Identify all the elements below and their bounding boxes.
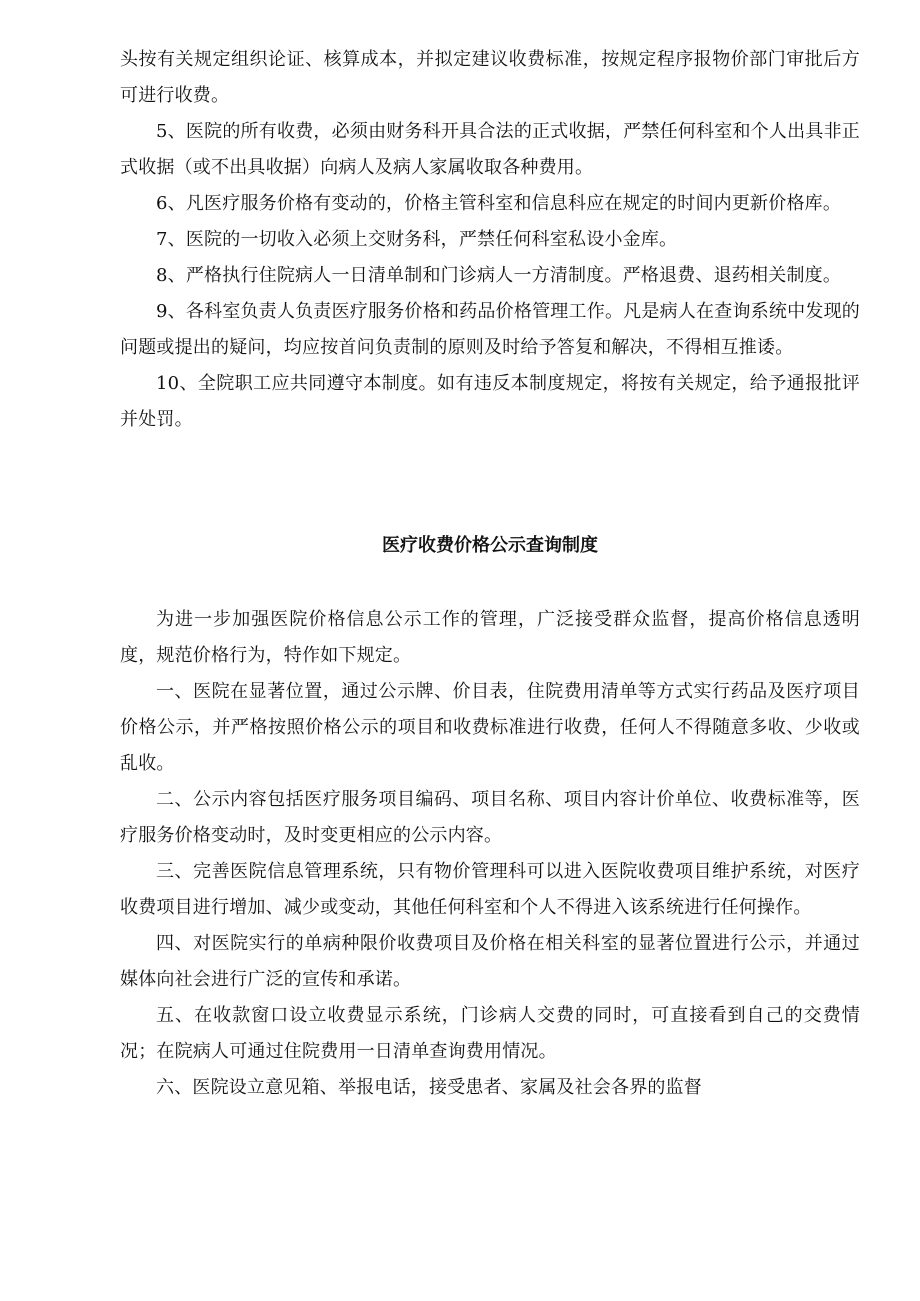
rule-9: 9、各科室负责人负责医疗服务价格和药品价格管理工作。凡是病人在查询系统中发现的问题或提出的疑问，均应按首问负责制的原则及时给予答复和解决，不得相互推诿。 (120, 301, 860, 358)
section-spacer (120, 438, 860, 528)
rule-7: 7、医院的一切收入必须上交财务科，严禁任何科室私设小金库。 (156, 229, 678, 250)
continuation-paragraph: 头按有关规定组织论证、核算成本，并拟定建议收费标准，按规定程序报物价部门审批后方可进行收费。 (120, 49, 860, 106)
section-item-4: 四、对医院实行的单病种限价收费项目及价格在相关科室的显著位置进行公示，并通过媒体向社会进行广泛的宣传和承诺。 (120, 933, 860, 990)
section-title: 医疗收费价格公示查询制度 (382, 535, 598, 556)
document-page (120, 42, 860, 1106)
section-item-5: 五、在收款窗口设立收费显示系统，门诊病人交费的同时，可直接看到自己的交费情况；在院病人可通过住院费用一日清单查询费用情况。 (120, 1005, 860, 1062)
section-item-1: 一、医院在显著位置，通过公示牌、价目表，住院费用清单等方式实行药品及医疗项目价格公示，并严格按照价格公示的项目和收费标准进行收费，任何人不得随意多收、少收或乱收。 (120, 681, 860, 774)
rule-5: 5、医院的所有收费，必须由财务科开具合法的正式收据，严禁任何科室和个人出具非正式收据（或不出具收据）向病人及病人家属收取各种费用。 (120, 121, 860, 178)
rule-8: 8、严格执行住院病人一日清单制和门诊病人一方清制度。严格退费、退药相关制度。 (156, 265, 842, 286)
section-intro: 为进一步加强医院价格信息公示工作的管理，广泛接受群众监督，提高价格信息透明度，规范价格行为，特作如下规定。 (120, 609, 860, 666)
section-item-3: 三、完善医院信息管理系统，只有物价管理科可以进入医院收费项目维护系统，对医疗收费项目进行增加、减少或变动，其他任何科室和个人不得进入该系统进行任何操作。 (120, 861, 860, 918)
rule-6: 6、凡医疗服务价格有变动的，价格主管科室和信息科应在规定的时间内更新价格库。 (156, 193, 842, 214)
section-item-6: 六、医院设立意见箱、举报电话，接受患者、家属及社会各界的监督 (156, 1077, 702, 1098)
rule-10: 10、全院职工应共同遵守本制度。如有违反本制度规定，将按有关规定，给予通报批评并处罚。 (120, 373, 860, 430)
section-item-2: 二、公示内容包括医疗服务项目编码、项目名称、项目内容计价单位、收费标准等，医疗服务价格变动时，及时变更相应的公示内容。 (120, 789, 860, 846)
